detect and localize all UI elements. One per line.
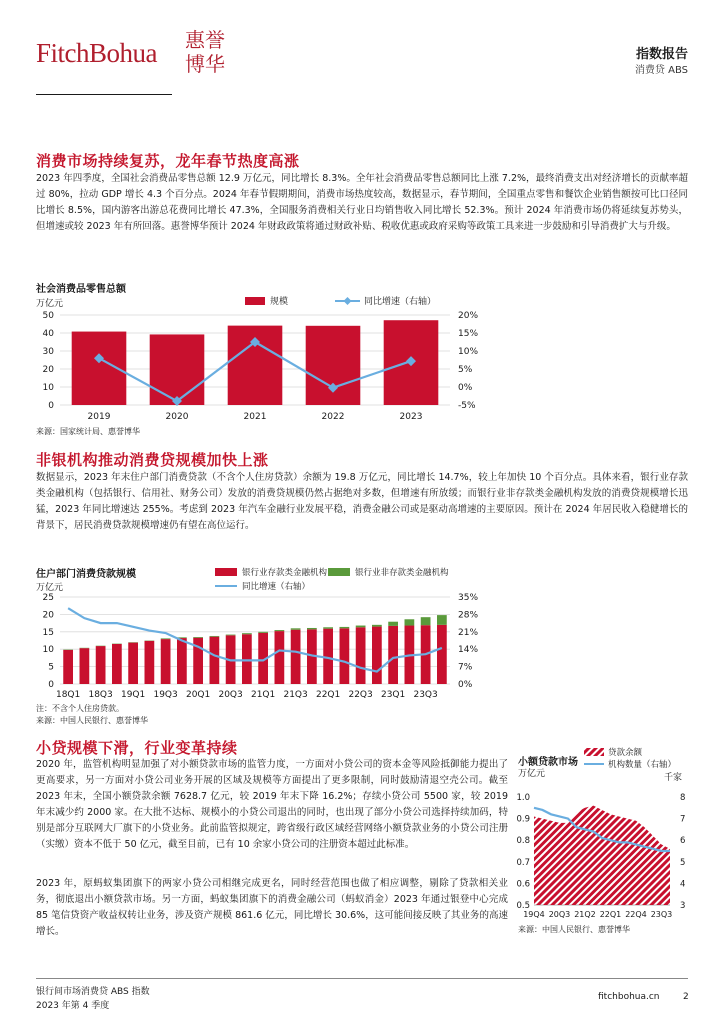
bar-deposit-institutions (210, 637, 220, 684)
legend-label-deposit: 银行业存款类金融机构 (242, 568, 328, 578)
y2-tick-label: 20% (458, 311, 479, 321)
footer-page-number: 2 (683, 992, 689, 1002)
y-tick-label: 10 (42, 383, 54, 393)
footer-index-name: 银行间市场消费贷 ABS 指数 (36, 987, 150, 997)
y2-tick-label: -5% (458, 401, 476, 411)
y2-tick-label: 15% (458, 329, 479, 339)
chart2-title: 住户部门消费贷款规模 (36, 569, 136, 580)
bar-deposit-institutions (275, 631, 285, 684)
microloan-chart (512, 745, 694, 920)
legend-label-line: 同比增速（右轴） (364, 297, 437, 307)
footer-period: 2023 年第 4 季度 (36, 1001, 110, 1011)
header-rule (36, 94, 172, 95)
growth-rate-line (68, 608, 442, 671)
bar-deposit-institutions (291, 630, 301, 684)
legend-label-area: 贷款余额 (608, 748, 643, 758)
x-tick-label: 2020 (165, 412, 189, 422)
bar-non-deposit-institutions (340, 627, 350, 628)
brand-seal-logo (180, 28, 230, 78)
bar-deposit-institutions (177, 638, 187, 684)
x-tick-label: 23Q3 (650, 910, 673, 919)
bar-non-deposit-institutions (421, 617, 431, 625)
section1-body: 2023 年四季度，全国社会消费品零售总额 12.9 万亿元，同比增长 8.3%。全年社会消费品零售总额同比上涨 7.2%，最终消费支出对经济增长的贡献率超过 80%，拉动 GDP 增长 4.3 个百分点。2024 年春节假期期间，消费市场热度较高，数据显示，春节期间，全国重点零售和餐饮企业销售额按可比口径同比增长 8.5%，国内游客出游总花费同比增长 47.3%，全国服务消费相关行业日均销售收入同比增长 52.3%。预计 2024 年消费市场仍将延续复苏势头，但增速或较 2023 年有所回落。惠誉博华预计 2024 年财政政策将通过财政补贴、税收优惠或政府采购等政策工具来进一步鼓励和引导消费扩大与升级。 (36, 173, 688, 232)
y-tick-label: 0.9 (516, 814, 530, 825)
bar-deposit-institutions (340, 628, 350, 684)
y-tick-label: 0.6 (516, 879, 530, 890)
x-tick-label: 21Q1 (250, 690, 276, 700)
section3-body1: 2020 年，监管机构明显加强了对小额贷款市场的监管力度，一方面对小贷公司的资本金等风险抵御能力提出了更高要求，另一方面对小贷公司业务开展的区域及规模等方面提出了更多限制，同时鼓励清退空壳公司。截至 2023 年末，全国小额贷款余额 7628.7 亿元，较 2019 年末下降 16.2%；存续小贷公司 5500 家，较 2019 年末减少约 2000 家。在大批不达标、规模小的小贷公司退出的同时，也出现了部分小贷公司选择持续加码，特别是部分互联网大厂旗下的小贷业务。此前监管拟规定，跨省级行政区域经营网络小额贷款业务的小贷公司注册（实缴）资本不低于 50 亿元，截至目前，已有 10 余家小贷公司的注册资本超过此标准。 (36, 759, 508, 850)
x-tick-label: 22Q1 (599, 910, 622, 919)
y-tick-label: 30 (42, 347, 54, 357)
chart2-source: 来源：中国人民银行、惠誉博华 (36, 716, 148, 725)
bar-non-deposit-institutions (307, 628, 317, 629)
x-tick-label: 22Q4 (625, 910, 647, 919)
x-tick-label: 21Q3 (283, 690, 308, 700)
legend-swatch-deposit (215, 568, 237, 576)
section2-title: 非银机构推动消费贷规模加快上涨 (36, 451, 269, 469)
x-tick-label: 19Q3 (153, 690, 178, 700)
bar-deposit-institutions (63, 650, 73, 684)
x-tick-label: 18Q3 (88, 690, 113, 700)
bar-non-deposit-institutions (372, 625, 382, 627)
y-tick-label: 40 (42, 329, 54, 339)
y-tick-label: 0 (48, 680, 54, 690)
chart2-unit-left: 万亿元 (36, 583, 64, 593)
bar-non-deposit-institutions (323, 627, 333, 628)
y2-tick-label: 7% (458, 662, 473, 673)
y2-tick-label: 3 (680, 901, 686, 911)
y-tick-label: 25 (42, 593, 54, 603)
y2-tick-label: 14% (458, 645, 479, 656)
bar-deposit-institutions (161, 639, 171, 684)
y-tick-label: 5 (48, 662, 54, 673)
y2-tick-label: 5 (680, 857, 686, 868)
section3-body2: 2023 年，原蚂蚁集团旗下的两家小贷公司相继完成更名，同时经营范围也做了相应调整，剔除了贷款相关业务，彻底退出小额贷款市场。另一方面，蚂蚁集团旗下的消费金融公司（蚂蚁消金）2023 年通过银登中心完成 85 笔信贷资产收益权转让业务，涉及资产规模 861.6 亿元，同比增长 30.6%，这可能间接反映了其业务的高速增长。 (36, 878, 508, 937)
x-tick-label: 2021 (243, 412, 267, 422)
chart3-unit-left: 万亿元 (518, 769, 546, 779)
chart3-source: 来源：中国人民银行、惠誉博华 (518, 925, 630, 934)
y2-tick-label: 35% (458, 593, 479, 603)
legend-swatch-area (584, 748, 604, 756)
report-subtitle: 消费贷 ABS (634, 65, 688, 76)
bar-deposit-institutions (388, 626, 398, 684)
x-tick-label: 2023 (399, 412, 423, 422)
y-tick-label: 15 (42, 627, 54, 638)
x-tick-label: 22Q3 (348, 690, 373, 700)
bar-deposit-institutions (242, 634, 252, 684)
y2-tick-label: 21% (458, 627, 479, 638)
loan-balance-area (534, 806, 670, 905)
report-type: 指数报告 (635, 47, 688, 62)
bar-retail-sales (306, 326, 361, 405)
legend-swatch-non-deposit (328, 568, 350, 576)
chart1-unit-left: 万亿元 (36, 299, 64, 309)
y-tick-label: 50 (42, 311, 54, 321)
chart3-title: 小额贷款市场 (518, 757, 578, 768)
y-tick-label: 20 (42, 610, 54, 621)
y-tick-label: 0 (48, 401, 54, 411)
brand-logo-text: FitchBohua (36, 38, 157, 68)
footer-rule (36, 978, 688, 979)
section1-title: 消费市场持续复苏，龙年春节热度高涨 (36, 152, 300, 170)
x-tick-label: 23Q1 (380, 690, 406, 700)
footer-site-link[interactable]: fitchbohua.cn (598, 992, 660, 1002)
bar-deposit-institutions (145, 641, 155, 684)
legend-marker-line (344, 297, 352, 305)
bar-non-deposit-institutions (242, 633, 252, 634)
y-tick-label: 20 (42, 365, 54, 375)
bar-non-deposit-institutions (291, 628, 301, 629)
bar-deposit-institutions (356, 627, 366, 684)
x-tick-label: 19Q1 (120, 690, 146, 700)
x-tick-label: 19Q4 (523, 910, 545, 919)
legend-label-line: 同比增速（右轴） (242, 582, 311, 592)
y-tick-label: 10 (42, 645, 54, 656)
bar-non-deposit-institutions (258, 632, 268, 633)
brand-seal-top: 惠誉 (185, 28, 225, 52)
y-tick-label: 1.0 (516, 793, 530, 803)
chart2-note: 注：不含个人住房贷款。 (36, 704, 124, 713)
y2-tick-label: 0% (458, 383, 473, 393)
legend-label-non-deposit: 银行业非存款类金融机构 (355, 568, 449, 578)
y2-tick-label: 0% (458, 680, 473, 690)
bar-retail-sales (150, 334, 205, 405)
bar-deposit-institutions (96, 646, 106, 684)
legend-label-line: 机构数量（右轴） (608, 760, 677, 770)
bar-non-deposit-institutions (437, 615, 447, 625)
retail-sales-chart (30, 290, 500, 425)
x-tick-label: 2019 (87, 412, 111, 422)
x-tick-label: 18Q1 (55, 690, 81, 700)
bar-non-deposit-institutions (388, 622, 398, 626)
chart1-title: 社会消费品零售总额 (36, 284, 126, 295)
x-tick-label: 20Q3 (218, 690, 243, 700)
bar-deposit-institutions (128, 643, 138, 684)
bar-non-deposit-institutions (275, 630, 285, 631)
x-tick-label: 20Q1 (185, 690, 211, 700)
bar-non-deposit-institutions (210, 636, 220, 637)
y-tick-label: 0.8 (516, 836, 530, 847)
section3-title: 小贷规模下滑，行业变革持续 (36, 739, 238, 757)
y2-tick-label: 6 (680, 836, 686, 847)
x-tick-label: 23Q3 (413, 690, 438, 700)
bar-non-deposit-institutions (405, 619, 415, 625)
legend-swatch-bar (245, 297, 265, 305)
x-tick-label: 22Q1 (315, 690, 341, 700)
y2-tick-label: 7 (680, 814, 686, 825)
bar-non-deposit-institutions (161, 638, 171, 639)
section2-body: 数据显示，2023 年末住户部门消费贷款（不含个人住房贷款）余额为 19.8 万亿元，同比增长 14.7%，较上年加快 10 个百分点。具体来看，银行业存款类金融机构（包括银行、信用社、财务公司）发放的消费贷规模仍然占据绝对多数，但增速有所放缓；而银行业非存款类金融机构发放的消费贷规模增长迅猛，2023 年同比增速达 255%。考虑到 2023 年汽车金融行业发展平稳，消费金融公司或是驱动高增速的主要原因。预计在 2024 年居民收入稳健增长的背景下，居民消费贷款规模增速仍有望在高位运行。 (36, 472, 688, 531)
chart3-unit-right: 千家 (664, 773, 683, 783)
brand-seal-bottom: 博华 (185, 52, 225, 76)
x-tick-label: 2022 (321, 412, 345, 422)
x-tick-label: 20Q3 (548, 910, 571, 919)
legend-label-bar: 规模 (270, 297, 289, 307)
chart1-source: 来源：国家统计局、惠誉博华 (36, 427, 140, 436)
bar-deposit-institutions (112, 644, 122, 684)
consumer-loan-chart (30, 562, 500, 702)
y2-tick-label: 8 (680, 793, 686, 803)
y-tick-label: 0.7 (516, 857, 530, 868)
y-tick-label: 0.5 (516, 901, 530, 911)
bar-non-deposit-institutions (193, 637, 203, 638)
x-tick-label: 21Q2 (574, 910, 596, 919)
bar-deposit-institutions (372, 627, 382, 684)
y2-tick-label: 4 (680, 879, 686, 890)
bar-deposit-institutions (437, 625, 447, 684)
y2-tick-label: 10% (458, 347, 479, 357)
y2-tick-label: 5% (458, 365, 473, 375)
bar-non-deposit-institutions (226, 635, 236, 636)
bar-non-deposit-institutions (356, 626, 366, 628)
y2-tick-label: 28% (458, 610, 479, 621)
bar-deposit-institutions (80, 648, 90, 684)
